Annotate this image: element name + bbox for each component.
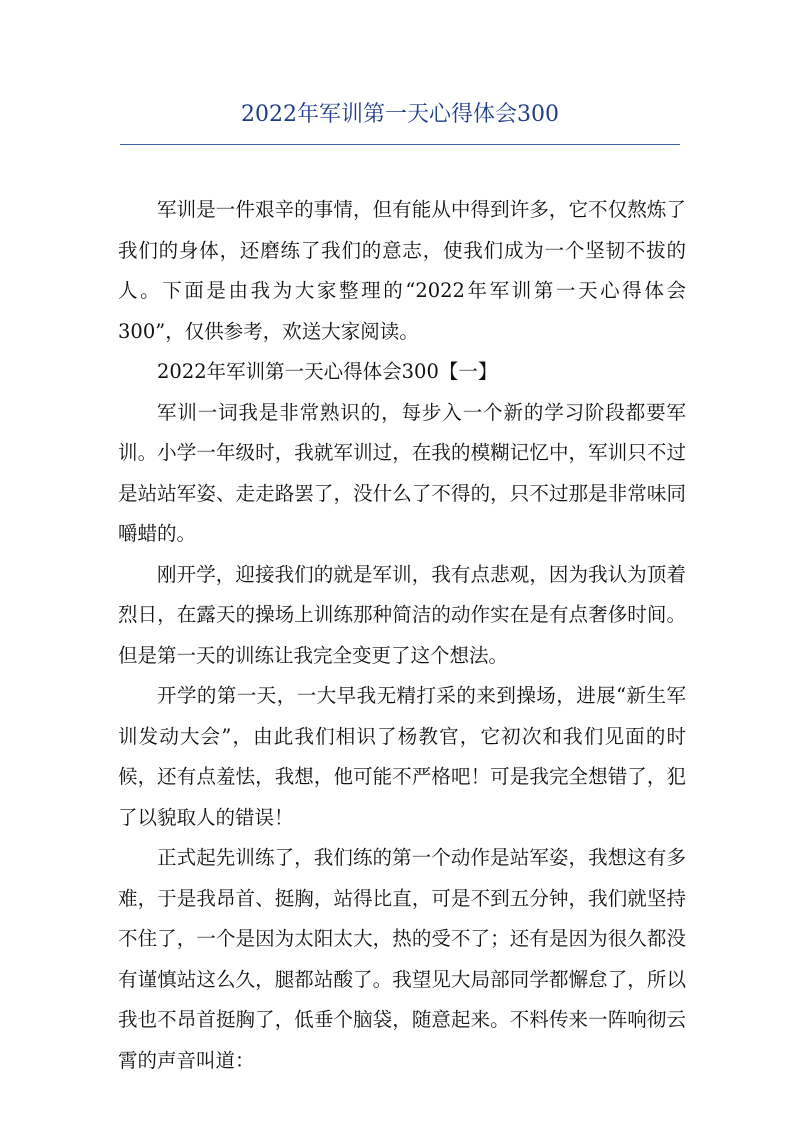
- document-body: [118, 190, 686, 1081]
- paragraph: 军训一词我是非常熟识的，每步入一个新的学习阶段都要军训。小学一年级时，我就军训过，在我的模糊记忆中，军训只不过是站站军姿、走走路罢了，没什么了不得的，只不过那是非常味同嚼蜡的。: [118, 400, 686, 545]
- document-title: 2022年军训第一天心得体会300: [241, 102, 559, 127]
- paragraph: 正式起先训练了，我们练的第一个动作是站军姿，我想这有多难，于是我昂首、挺胸，站得比直，可是不到五分钟，我们就坚持不住了，一个是因为太阳太大，热的受不了；还有是因为很久都没有谨慎站这么久，腿都站酸了。我望见大局部同学都懈怠了，所以我也不昂首挺胸了，低垂个脑袋，随意起来。不料传来一阵响彻云霄的声音叫道：: [118, 846, 686, 1072]
- section-heading: 2022年军训第一天心得体会300【一】: [157, 360, 498, 383]
- paragraph-intro: 军训是一件艰辛的事情，但有能从中得到许多，它不仅熬炼了我们的身体，还磨练了我们的意志，使我们成为一个坚韧不拔的人。下面是由我为大家整理的“2022年军训第一天心得体会300”，仅供参考，欢送大家阅读。: [118, 198, 686, 343]
- paragraph: 刚开学，迎接我们的就是军训，我有点悲观，因为我认为顶着烈日，在露天的操场上训练那种简洁的动作实在是有点奢侈时间。但是第一天的训练让我完全变更了这个想法。: [118, 562, 686, 667]
- paragraph: 开学的第一天，一大早我无精打采的来到操场，进展“新生军训发动大会”，由此我们相识了杨教官，它初次和我们见面的时候，还有点羞怯，我想，他可能不严格吧！可是我完全想错了，犯了以貌取人的错误！: [118, 684, 686, 829]
- title-underline: [120, 144, 680, 145]
